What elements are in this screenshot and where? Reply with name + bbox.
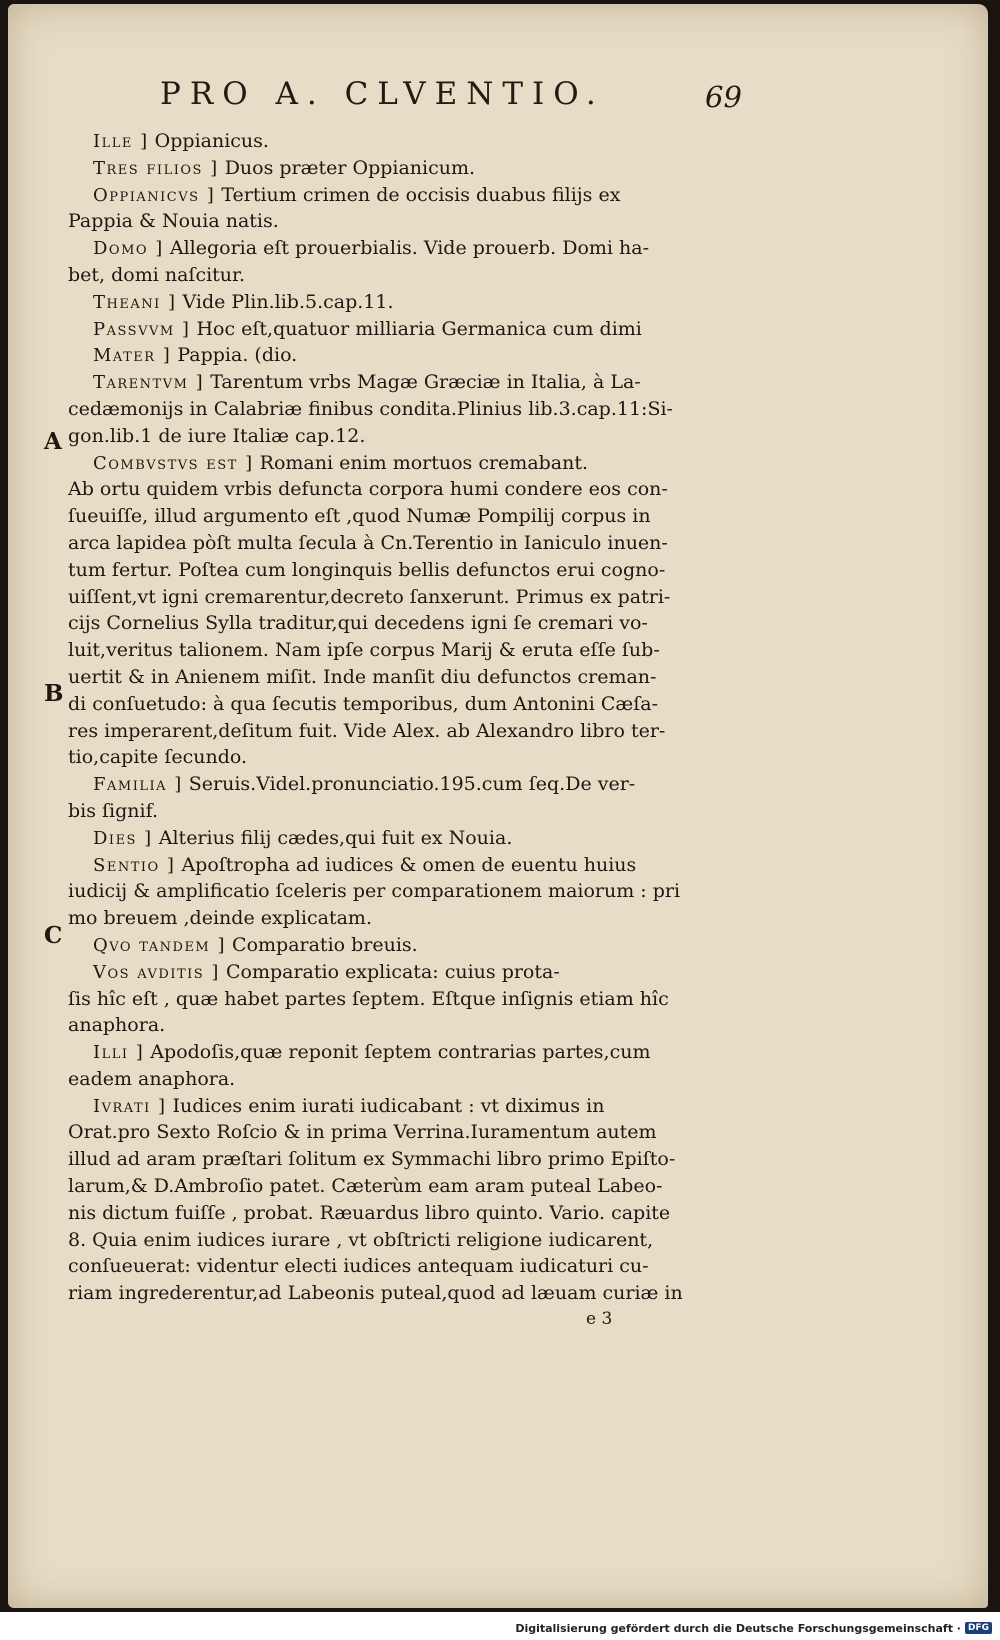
line-text: di conſuetudo: à qua ſecutis temporibus, dum Antonini Cæſa-: [68, 692, 659, 715]
text-line: [68, 262, 748, 289]
text-line: [68, 369, 748, 396]
lemma: Combvstvs est ]: [93, 452, 254, 474]
line-text: Seruis.Videl.pronunciatio.195.cum ſeq.De ver-: [182, 773, 636, 796]
lemma: Tres filios ]: [93, 157, 219, 179]
line-text: Tarentum vrbs Magæ Græciæ in Italia, à La-: [204, 371, 641, 394]
text-line: [68, 208, 748, 235]
line-text: res imperarent,deſitum fuit. Vide Alex. ab Alexandro libro ter-: [68, 719, 666, 742]
line-text: luit,veritus talionem. Nam ipſe corpus Marij & eruta eſſe ſub-: [68, 639, 660, 662]
line-text: Vide Plin.lib.5.cap.11.: [176, 290, 394, 313]
lemma: Theani ]: [93, 291, 177, 313]
line-text: anaphora.: [68, 1014, 166, 1037]
line-text: uertit & in Anienem miſit. Inde manſit diu defunctos creman-: [68, 665, 657, 688]
line-text: tum fertur. Poſtea cum longinquis bellis defunctos erui cogno-: [68, 558, 666, 581]
text-line: [68, 1012, 748, 1039]
line-text: tio,capite ſecundo.: [68, 746, 248, 769]
line-text: Duos præter Oppianicum.: [218, 156, 476, 179]
text-line: [68, 530, 748, 557]
text-line: [68, 1200, 748, 1227]
text-line: [68, 316, 748, 343]
line-text: Allegoria eſt prouerbialis. Vide prouerb. Domi ha-: [163, 237, 650, 260]
text-line: [68, 1093, 748, 1120]
lemma: Illi ]: [93, 1042, 145, 1064]
margin-letter-c: C: [44, 922, 63, 949]
text-line: [68, 1253, 748, 1280]
text-line: [68, 342, 748, 369]
page-number: 69: [705, 80, 742, 114]
text-line: [68, 637, 748, 664]
text-line: [68, 1280, 748, 1307]
book-page: [8, 4, 988, 1608]
line-text: cijs Cornelius Sylla traditur,qui decedens igni ſe cremari vo-: [68, 612, 648, 635]
lemma: Mater ]: [93, 345, 172, 367]
text-line: [68, 503, 748, 530]
line-text: riam ingrederentur,ad Labeonis puteal,quod ad læuam curiæ in: [68, 1282, 683, 1305]
text-line: [68, 155, 748, 182]
text-line: [68, 396, 748, 423]
line-text: Comparatio breuis.: [226, 933, 418, 956]
margin-letter-b: B: [44, 680, 64, 707]
text-line: [68, 905, 748, 932]
text-line: [68, 932, 748, 959]
line-text: Oppianicus.: [148, 130, 269, 152]
text-line: [68, 691, 748, 718]
lemma: Ivrati ]: [93, 1095, 167, 1117]
text-line: [68, 610, 748, 637]
line-text: cedæmonijs in Calabriæ finibus condita.Plinius lib.3.cap.11:Si-: [68, 397, 673, 420]
line-text: illud ad aram præſtari ſolitum ex Symmachi libro primo Epiſto-: [68, 1148, 676, 1171]
line-text: arca lapidea pòſt multa ſecula à Cn.Terentio in Ianiculo inuen-: [68, 531, 668, 554]
text-line: [68, 1039, 748, 1066]
running-head: PRO A. CLVENTIO.: [160, 76, 605, 112]
text-line: [68, 852, 748, 879]
line-text: larum,& D.Ambroſio patet. Cæterùm eam aram puteal Labeo-: [68, 1175, 663, 1198]
text-line: [68, 1066, 748, 1093]
text-line: [68, 959, 748, 986]
text-line: [68, 476, 748, 503]
line-text: Pappia. (dio.: [171, 344, 298, 367]
lemma: Vos avditis ]: [93, 961, 220, 983]
text-line: [68, 289, 748, 316]
line-text: Comparatio explicata: cuius prota-: [219, 960, 560, 983]
line-text: uiſſent,vt igni cremarentur,decreto ſanxerunt. Primus ex patri-: [68, 585, 671, 608]
line-text: iudicij & amplificatio ſceleris per comparationem maiorum : pri: [68, 880, 681, 903]
line-text: Ab ortu quidem vrbis defuncta corpora humi condere eos con-: [68, 478, 668, 501]
line-text: bet, domi naſcitur.: [68, 263, 246, 286]
lemma: Tarentvm ]: [93, 372, 205, 394]
text-line: [68, 557, 748, 584]
footer-credit-text: Digitalisierung gefördert durch die Deutsche Forschungsgemeinschaft ·: [515, 1621, 961, 1635]
lemma: Ille ]: [93, 131, 149, 152]
line-text: Apodoſis,quæ reponit ſeptem contrarias partes,cum: [144, 1041, 651, 1064]
line-text: Orat.pro Sexto Roſcio & in prima Verrina.Iuramentum autem: [68, 1121, 657, 1144]
dfg-logo-icon: DFG: [965, 1622, 992, 1634]
lemma: Domo ]: [93, 238, 164, 260]
line-text: Iudices enim iurati iudicabant : vt diximus in: [166, 1094, 605, 1117]
lemma: Oppianicvs ]: [93, 184, 216, 206]
line-text: 8. Quia enim iudices iurare , vt obſtricti religione iudicarent,: [68, 1228, 654, 1251]
lemma: Familia ]: [93, 774, 183, 796]
line-text: conſueuerat: videntur electi iudices antequam iudicaturi cu-: [68, 1255, 649, 1278]
line-text: bis ſignif.: [68, 799, 159, 822]
text-line: [68, 878, 748, 905]
line-text: eadem anaphora.: [68, 1067, 236, 1090]
line-text: Pappia & Nouia natis.: [68, 210, 279, 233]
text-line: [68, 182, 748, 209]
line-text: gon.lib.1 de iure Italiæ cap.12.: [68, 424, 366, 447]
text-line: [68, 584, 748, 611]
text-line: [68, 798, 748, 825]
lemma: Sentio ]: [93, 854, 176, 876]
margin-letter-a: A: [44, 428, 62, 455]
line-text: mo breuem ,deinde explicatam.: [68, 907, 372, 930]
text-line: [68, 423, 748, 450]
lemma: Passvvm ]: [93, 318, 191, 340]
text-line: [68, 128, 748, 155]
footer-credit: [515, 1619, 992, 1637]
line-text: Tertium crimen de occisis duabus filijs ex: [215, 183, 621, 206]
text-line: [68, 771, 748, 798]
line-text: Apoſtropha ad iudices & omen de euentu huius: [175, 853, 637, 876]
text-line: [68, 450, 748, 477]
text-line: [68, 664, 748, 691]
signature-mark: e 3: [586, 1309, 613, 1329]
line-text: Romani enim mortuos cremabant.: [253, 451, 589, 474]
line-text: Hoc eſt,quatuor milliaria Germanica cum dimi: [190, 317, 642, 340]
text-line: [68, 1227, 748, 1254]
lemma: Qvo tandem ]: [93, 934, 226, 956]
text-line: [68, 718, 748, 745]
text-line: [68, 1146, 748, 1173]
text-line: [68, 825, 748, 852]
lemma: Dies ]: [93, 827, 153, 849]
line-text: nis dictum fuiſſe , probat. Ræuardus libro quinto. Vario. capite: [68, 1201, 671, 1224]
text-line: [68, 986, 748, 1013]
text-line: [68, 1173, 748, 1200]
text-line: [68, 235, 748, 262]
line-text: Alterius filij cædes,qui fuit ex Nouia.: [152, 826, 513, 849]
text-line: [68, 744, 748, 771]
line-text: ſueuiſſe, illud argumento eſt ,quod Numæ Pompilij corpus in: [68, 505, 651, 528]
commentary-body: [68, 128, 748, 1307]
text-line: [68, 1119, 748, 1146]
line-text: ſis hîc eſt , quæ habet partes ſeptem. Eſtque inſignis etiam hîc: [68, 987, 669, 1010]
